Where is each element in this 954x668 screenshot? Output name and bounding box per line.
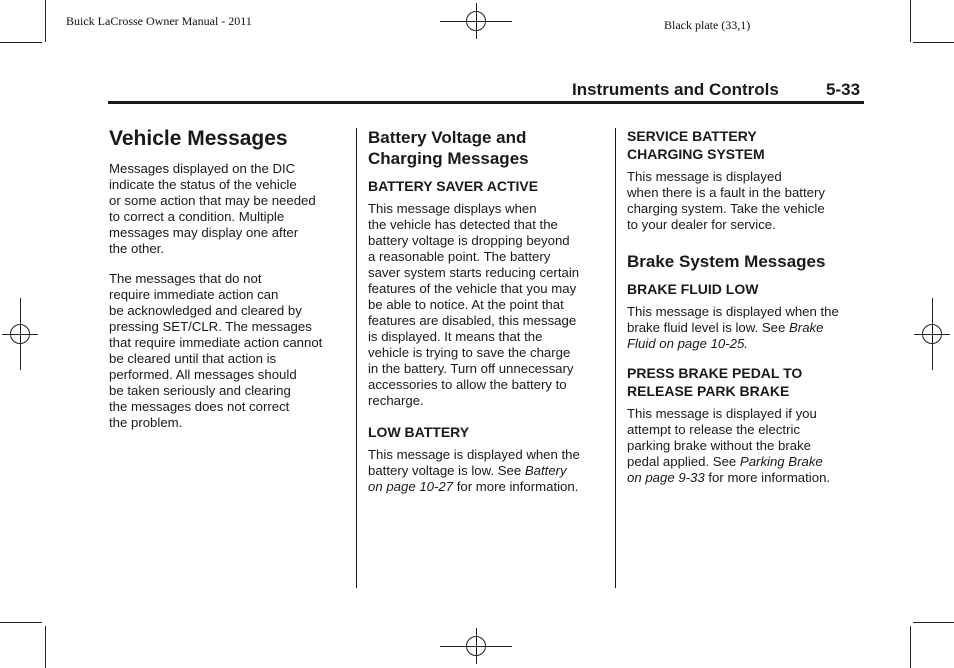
paragraph-low-battery [368, 447, 608, 495]
crop-mark [45, 626, 46, 668]
crop-mark [913, 42, 954, 43]
text: This message is displayed when the battery voltage is low. See [368, 447, 580, 478]
crop-mark [910, 626, 911, 668]
heading-vehicle-messages: Vehicle Messages [109, 127, 288, 150]
cross-reference-link[interactable]: Parking Brake on page 9-33 [627, 454, 823, 485]
crop-mark [913, 622, 954, 623]
page-number: 5-33 [826, 80, 861, 99]
text: for more information. [704, 470, 831, 485]
subheading-brake-fluid: BRAKE FLUID LOW [627, 281, 759, 297]
column-divider [615, 128, 616, 588]
subheading-low-battery: LOW BATTERY [368, 424, 470, 440]
column-divider [356, 128, 357, 588]
paragraph-press-brake-pedal [627, 406, 867, 486]
crop-mark [910, 0, 911, 42]
text: This message is displayed if you attempt to release the electric parking brake without the brake pedal applied. See [627, 406, 817, 469]
heading-brake-system: Brake System Messages [627, 252, 826, 271]
paragraph-service-battery: This message is displayed when there is a fault in the battery charging system. Take the vehicle to your dealer for service. [627, 169, 825, 232]
section-title: Instruments and Controls [572, 80, 779, 99]
cross-reference-link[interactable]: Brake Fluid on page 10-25. [627, 320, 824, 351]
cross-reference-link[interactable]: Battery on page 10-27 [368, 463, 567, 494]
black-plate-label: Black plate (33,1) [664, 18, 751, 32]
crop-mark [45, 0, 46, 42]
paragraph-clearing-messages: The messages that do not require immediate action can be acknowledged and cleared by pressing SET/CLR. The messages that require immediate action cannot be cleared until that action is performed. All messages should be taken seriously and clearing the messages does not correct the problem. [109, 271, 323, 430]
subheading-service-battery: SERVICE BATTERY CHARGING SYSTEM [627, 128, 765, 162]
column-vehicle-messages [109, 127, 349, 439]
column-battery-messages [368, 127, 608, 503]
header-rule [108, 101, 864, 104]
paragraph-dic-intro: Messages displayed on the DIC indicate the status of the vehicle or some action that may be needed to correct a condition. Multiple messages may display one after the other. [109, 161, 316, 256]
paragraph-battery-saver: This message displays when the vehicle has detected that the battery voltage is dropping beyond a reasonable point. The battery saver system starts reducing certain features of the vehicle that you may be able to notice. At the point that features are disabled, this message is displayed. It means that the vehicle is trying to save the charge in the battery. Turn off unnecessary accessories to allow the battery to recharge. [368, 201, 580, 408]
subheading-press-brake-pedal: PRESS BRAKE PEDAL TO RELEASE PARK BRAKE [627, 365, 803, 399]
text: for more information. [453, 479, 579, 494]
crop-mark [0, 622, 42, 623]
text: This message is displayed when the brake fluid level is low. See [627, 304, 839, 335]
crop-mark [0, 42, 42, 43]
heading-battery-voltage: Battery Voltage and Charging Messages [368, 128, 529, 168]
paragraph-brake-fluid [627, 304, 867, 352]
column-brake-messages [627, 127, 867, 494]
subheading-battery-saver: BATTERY SAVER ACTIVE [368, 178, 539, 194]
manual-title-plate: Buick LaCrosse Owner Manual - 2011 [66, 14, 252, 28]
